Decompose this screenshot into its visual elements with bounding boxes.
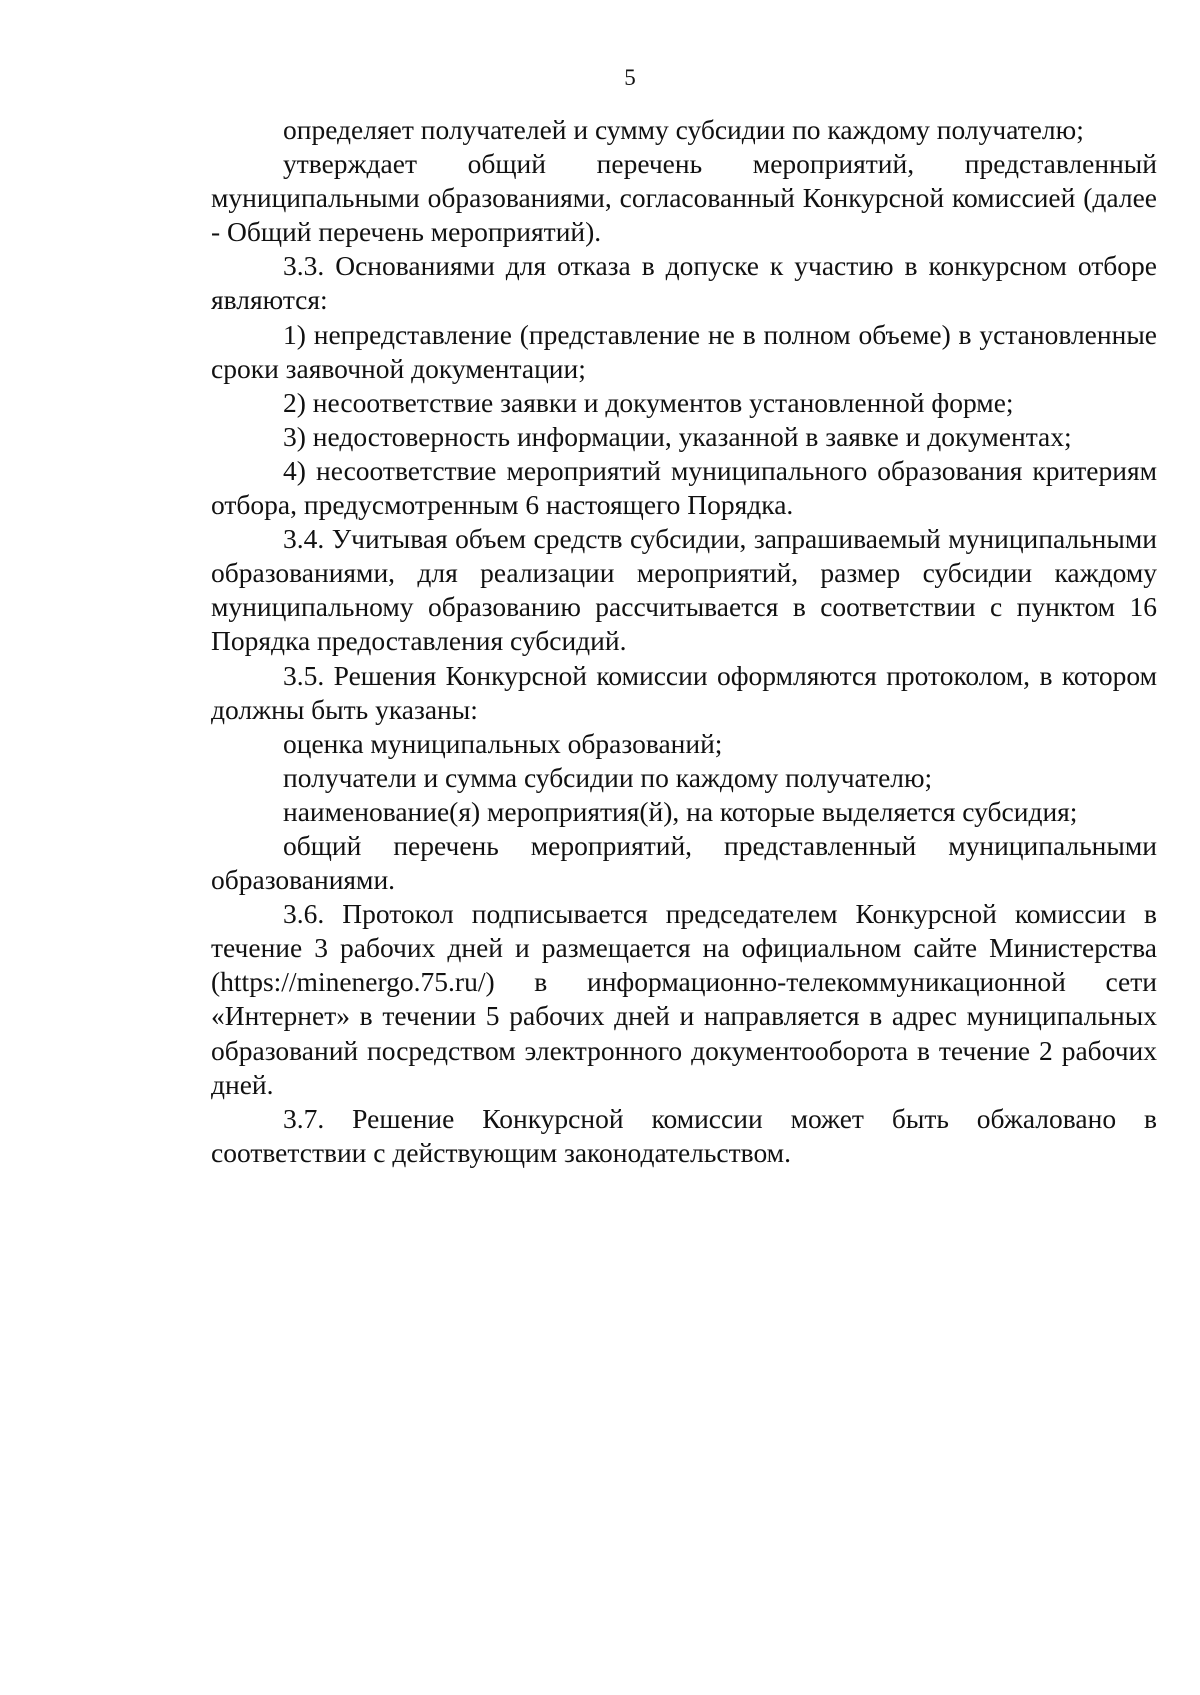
paragraph-3-5: 3.5. Решения Конкурсной комиссии оформляются протоколом, в котором должны быть указаны: <box>211 659 1157 725</box>
paragraph-3-4: 3.4. Учитывая объем средств субсидии, запрашиваемый муниципальными образованиями, для реализации мероприятий, размер субсидии каждому муниципальному образованию рассчитывается в соответствии с пунктом 16 Порядка предоставления субсидий. <box>211 523 1157 657</box>
list-item-3-5-measures: наименование(я) мероприятия(й), на которые выделяется субсидия; <box>283 795 1078 827</box>
list-item-3-3-2: 2) несоответствие заявки и документов установленной форме; <box>283 386 1014 418</box>
list-item-3-5-assessment: оценка муниципальных образований; <box>283 727 723 759</box>
paragraph-general-list: утверждает общий перечень мероприятий, представленный муниципальными образованиями, согласованный Конкурсной комиссией (далее - Общий перечень мероприятий). <box>211 148 1157 248</box>
list-item-3-5-recipients: получатели и сумма субсидии по каждому получателю; <box>283 761 933 793</box>
document-body <box>211 113 1157 1170</box>
page-number: 5 <box>624 65 636 90</box>
paragraph-3-7: 3.7. Решение Конкурсной комиссии может быть обжаловано в соответствии с действующим законодательством. <box>211 1102 1157 1168</box>
list-item-3-5-general-list: общий перечень мероприятий, представленный муниципальными образованиями. <box>211 829 1157 896</box>
paragraph-recipients: определяет получателей и сумму субсидии по каждому получателю; <box>283 114 1084 145</box>
list-item-3-3-1: 1) непредставление (представление не в полном объеме) в установленные сроки заявочной документации; <box>211 318 1157 384</box>
list-item-3-3-3: 3) недостоверность информации, указанной в заявке и документах; <box>283 420 1072 452</box>
list-item-3-3-4: 4) несоответствие мероприятий муниципального образования критериям отбора, предусмотренным 6 настоящего Порядка. <box>211 454 1157 521</box>
paragraph-3-3: 3.3. Основаниями для отказа в допуске к участию в конкурсном отборе являются: <box>211 250 1157 316</box>
paragraph-3-6: 3.6. Протокол подписывается председателем Конкурсной комиссии в течение 3 рабочих дней и размещается на официальном сайте Министерства (https://minenergo.75.ru/) в информационно-телекоммуникационной сети «Интернет» в течении 5 рабочих дней и направляется в адрес муниципальных образований посредством электронного документооборота в течение 2 рабочих дней. <box>211 898 1157 1100</box>
